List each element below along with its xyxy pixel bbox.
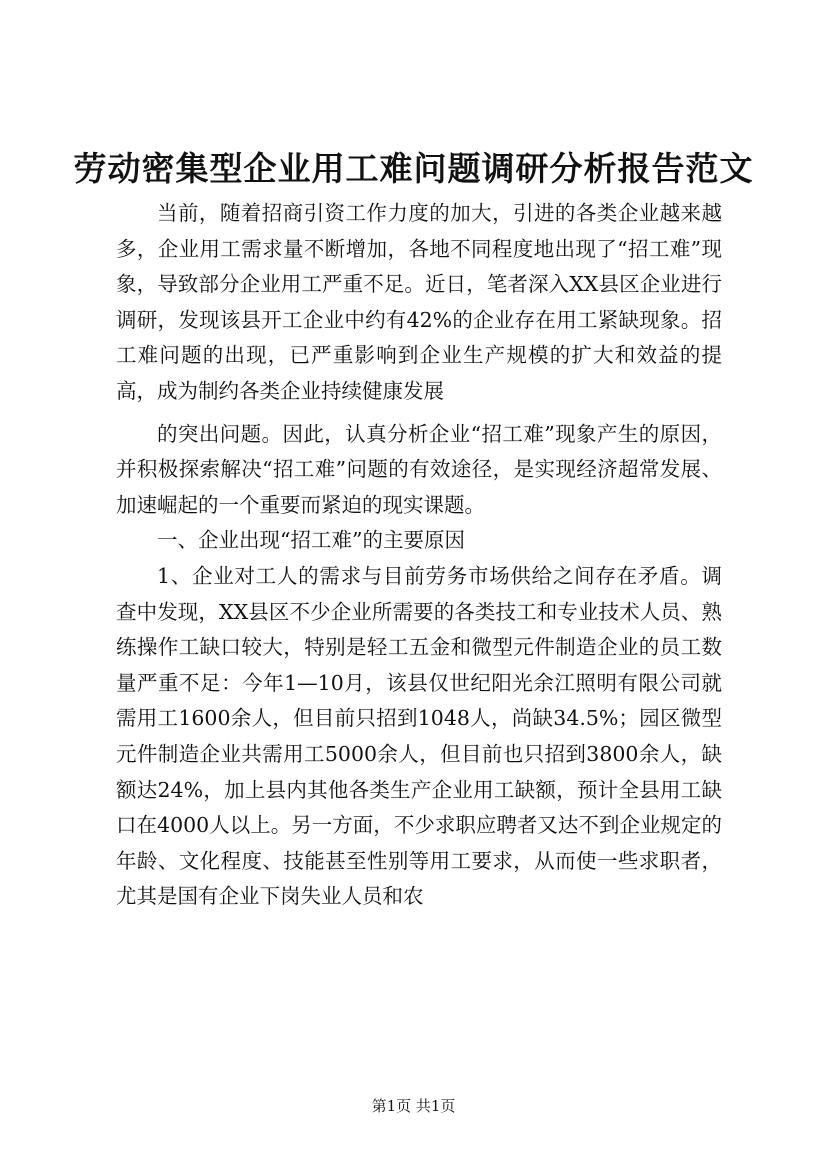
document-body	[116, 196, 722, 915]
page-footer	[0, 1094, 827, 1118]
section-heading: 一、企业出现“招工难”的主要原因	[157, 528, 465, 553]
paragraph-intro: 当前，随着招商引资工作力度的加大，引进的各类企业越来越多，企业用工需求量不断增加，各地不同程度地出现了“招工难”现象，导致部分企业用工严重不足。近日，笔者深入XX县区企业进行调研，发现该县开工企业中约有42%的企业存在用工紧缺现象。招工难问题的出现，已严重影响到企业生产规模的扩大和效益的提高，成为制约各类企业持续健康发展	[116, 201, 722, 403]
page-number-label: 第1页 共1页	[371, 1097, 456, 1115]
paragraph-intro-continued: 的突出问题。因此，认真分析企业“招工难”现象产生的原因，并积极探索解决“招工难”问题的有效途径，是实现经济超常发展、加速崛起的一个重要而紧迫的现实课题。	[116, 421, 722, 517]
document-title: 劳动密集型企业用工难问题调研分析报告范文	[73, 149, 754, 188]
paragraph-reason-1: 1、企业对工人的需求与目前劳务市场供给之间存在矛盾。调查中发现，XX县区不少企业所需要的各类技工和专业技术人员、熟练操作工缺口较大，特别是轻工五金和微型元件制造企业的员工数量严重不足：今年1—10月，该县仅世纪阳光余江照明有限公司就需用工1600余人，但目前只招到1048人，尚缺34.5%；园区微型元件制造企业共需用工5000余人，但目前也只招到3800余人，缺额达24%，加上县内其他各类生产企业用工缺额，预计全县用工缺口在4000人以上。另一方面，不少求职应聘者又达不到企业规定的年龄、文化程度、技能甚至性别等用工要求，从而使一些求职者，尤其是国有企业下岗失业人员和农	[116, 563, 722, 909]
